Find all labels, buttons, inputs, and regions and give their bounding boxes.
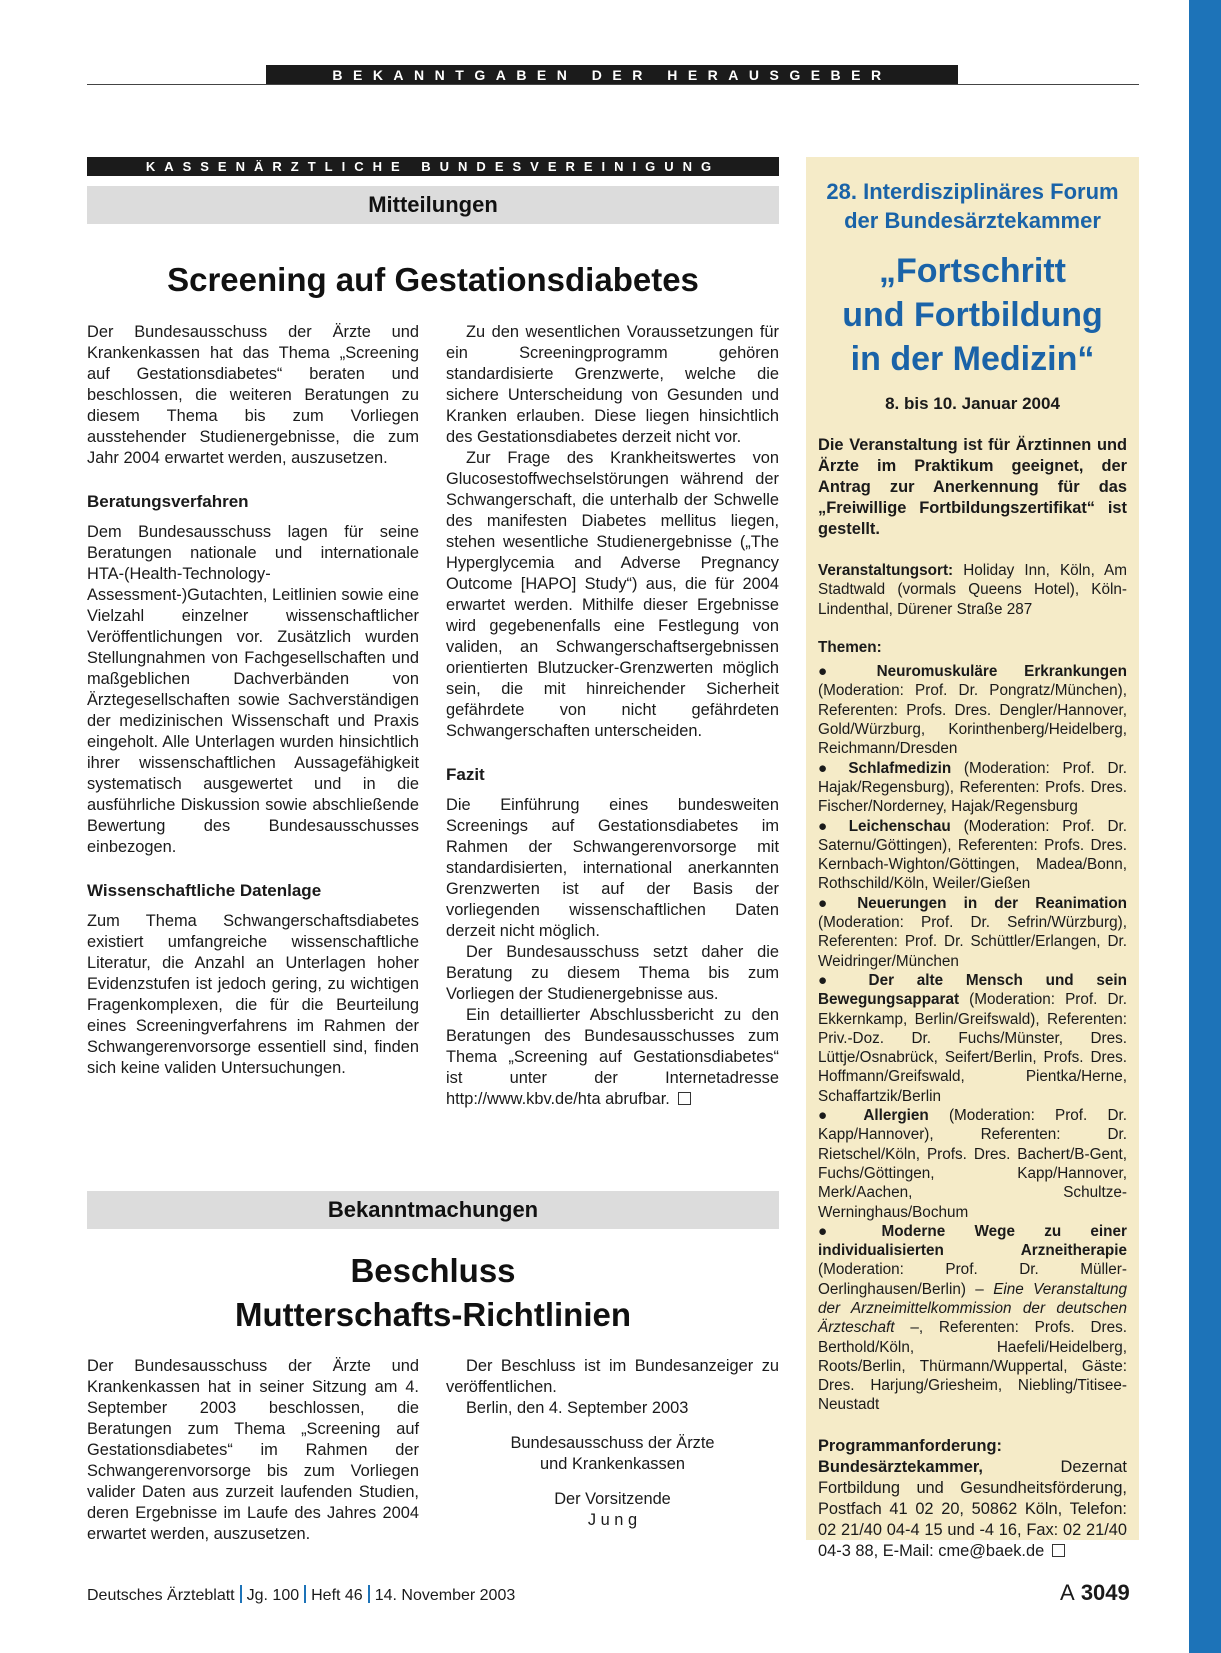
article1-datenlage-text: Zum Thema Schwangerschaftsdiabetes existiert umfangreiche wissenschaftliche Literatur, die Anzahl an Unterlagen hoher Evidenzstufen ist jedoch gering, zu wichtigen Fragenkomplexen, die für die Beurteilung eines Screeningverfahrens im Rahmen der Schwangerenvorsorge essentiell sind, finden sich keine validen Untersuchungen. bbox=[87, 912, 419, 1077]
topics-label: Themen: bbox=[818, 638, 882, 656]
bullet-icon: ● bbox=[818, 1222, 853, 1240]
venue-label: Veranstaltungsort: bbox=[818, 562, 954, 579]
article1-left-column bbox=[87, 322, 419, 1079]
article2-text: Der Bundesausschuss der Ärzte und Krankenkassen hat in seiner Sitzung am 4. September 2003 beschlossen, die Beratungen zum Thema „Screening auf Gestationsdiabetes“ im Rahmen der Schwangerenvorsorge bis zum Vorliegen valider Daten aus zurzeit laufenden Studien, deren Ergebnisse im Laufe des Jahres 2004 erwartet werden, auszusetzen. bbox=[87, 1357, 419, 1543]
forum-subtitle-2: der Bundesärztekammer bbox=[844, 208, 1101, 233]
article1-report-text: Ein detaillierter Abschlussbericht zu den Beratungen des Bundesausschusses zum Thema „Screening auf Gestationsdiabetes“ ist unter der Internetadresse http://www.kbv.de/hta abrufbar. bbox=[446, 1006, 779, 1108]
signature-committee-2: und Krankenkassen bbox=[540, 1455, 685, 1473]
topic-title: Leichenschau bbox=[848, 817, 951, 835]
article1-intro: Der Bundesausschuss der Ärzte und Krankenkassen hat das Thema „Screening auf Gestationsdiabetes“ beraten und beschlossen, die weiteren Beratungen zu diesem Thema bis zum Vorliegen ausstehender Studienergebnisse, die zum Jahr 2004 erwartet werden, auszusetzen. bbox=[87, 323, 419, 467]
article-title-beschluss bbox=[87, 1249, 779, 1337]
bullet-icon: ● bbox=[818, 1107, 844, 1125]
kbv-band: KASSENÄRZTLICHE BUNDESVEREINIGUNG bbox=[87, 157, 779, 176]
signature-committee-1: Bundesausschuss der Ärzte bbox=[510, 1434, 715, 1452]
forum-title-2: und Fortbildung bbox=[842, 296, 1103, 334]
footer-separator bbox=[368, 1585, 370, 1603]
bullet-icon: ● bbox=[818, 971, 846, 989]
program-label: Programmanforderung: Bundesärztekammer, bbox=[818, 1436, 1002, 1476]
category-mitteilungen: Mitteilungen bbox=[87, 186, 779, 224]
topic-title: Neuerungen in der Reanimation bbox=[857, 894, 1128, 912]
article2-left-column bbox=[87, 1356, 419, 1545]
topic-item bbox=[818, 662, 1127, 758]
journal-issue: Heft 46 bbox=[311, 1587, 363, 1604]
forum-title-1: „Fortschritt bbox=[879, 252, 1066, 290]
end-of-box-icon bbox=[1052, 1544, 1065, 1557]
article1-voraussetzungen: Zu den wesentlichen Voraussetzungen für ein Screeningprogramm gehören standardisierte Grenzwerte, welche die sichere Unterscheidung von Gesunden und Kranken erlauben. Diese liegen hinsichtlich des Gestationsdiabetes derzeit nicht vor. bbox=[446, 323, 779, 446]
journal-volume: Jg. 100 bbox=[246, 1587, 300, 1604]
title-line-2: Mutterschafts-Richtlinien bbox=[234, 1296, 632, 1333]
journal-name: Deutsches Ärzteblatt bbox=[87, 1587, 235, 1604]
forum-date: 8. bis 10. Januar 2004 bbox=[885, 394, 1060, 413]
topic-details: (Moderation: Prof. Dr. Sefrin/Würzburg), Referenten: Prof. Dr. Schüttler/Erlangen, Dr. Weidringer/München bbox=[818, 914, 1127, 970]
sidebar-content bbox=[818, 435, 1127, 1562]
signature-chair-title: Der Vorsitzende bbox=[554, 1490, 671, 1508]
category-bekanntmachungen: Bekanntmachungen bbox=[87, 1191, 779, 1229]
topic-details: (Moderation: Prof. Dr. Müller-Oerlinghausen/Berlin) – bbox=[818, 1261, 1127, 1298]
venue-text: Holiday Inn, Köln, Am Stadtwald (vormals Queens Hotel), Köln-Lindenthal, Dürener Straße 287 bbox=[818, 562, 1128, 618]
title-line-1: Beschluss bbox=[350, 1252, 516, 1289]
footer-separator bbox=[240, 1585, 242, 1603]
topic-title: Neuromuskuläre Erkrankungen bbox=[876, 663, 1127, 681]
topic-title: Der alte Mensch und sein Bewegungsapparat bbox=[818, 971, 1127, 1009]
bullet-icon: ● bbox=[818, 817, 836, 835]
program-text: Dezernat Fortbildung und Gesundheitsförderung, Postfach 41 02 20, 50862 Köln, Telefon: 02 21/40 04-4 15 und -4 16, Fax: 02 21/40 04-3 88, E-Mail: cme@baek.de bbox=[818, 1457, 1127, 1560]
page-prefix: A bbox=[1060, 1580, 1075, 1605]
article1-fazit: Die Einführung eines bundesweiten Screenings auf Gestationsdiabetes im Rahmen der Schwangerenvorsorge mit standardisierten, international anerkannten Grenzwerten ist auf der Basis der vorliegenden wissenschaftlichen Daten derzeit nicht möglich. bbox=[446, 796, 779, 940]
forum-intro: Die Veranstaltung ist für Ärztinnen und Ärzte im Praktikum geeignet, der Antrag zur Anerkennung für das „Freiwillige Fortbildungszertifikat“ ist gestellt. bbox=[818, 436, 1127, 538]
article1-right-column bbox=[446, 322, 779, 1110]
page-footer bbox=[87, 1585, 515, 1605]
topic-title: Schlafmedizin bbox=[848, 759, 952, 777]
topic-details-italic: Eine Veranstaltung der Arzneimittelkommission der deutschen Ärzteschaft bbox=[818, 1280, 1127, 1337]
topic-title: Allergien bbox=[863, 1107, 929, 1125]
bullet-icon: ● bbox=[818, 759, 836, 777]
heading-beratungsverfahren: Beratungsverfahren bbox=[87, 492, 249, 511]
topic-details: (Moderation: Prof. Dr. Saternu/Göttingen), Referenten: Profs. Dres. Kernbach-Wighton/Göttingen, Madea/Bonn, Rothschild/Köln, Weiler/Gießen bbox=[818, 817, 1128, 893]
event-sidebar-box bbox=[806, 157, 1139, 1560]
topic-item bbox=[818, 894, 1127, 971]
article1-beratung-text: Dem Bundesausschuss lagen für seine Beratungen nationale und internationale HTA-(Health-Technology-Assessment-)Gutachten, Leitlinien sowie eine Vielzahl einzelner wissenschaftlicher Veröffentlichungen vor. Zusätzlich wurden Stellungnahmen von Fachgesellschaften und maßgeblichen Dachverbänden von Ärztegesellschaften sowie Sachverständigen der medizinischen Wissenschaft und Praxis eingeholt. Alle Unterlagen wurden hinsichtlich ihrer wissenschaftlichen Aussagefähigkeit systematisch ausgewertet und in die ausführliche Diskussion sowie abschließende Bewertung des Bundesausschusses einbezogen. bbox=[87, 523, 419, 856]
article2-right-column bbox=[446, 1356, 779, 1531]
topic-title: Moderne Wege zu einer individualisierten Arzneitherapie bbox=[818, 1222, 1127, 1260]
topic-item bbox=[818, 817, 1127, 894]
topic-item bbox=[818, 1106, 1127, 1222]
publisher-header-band: BEKANNTGABEN DER HERAUSGEBER bbox=[266, 65, 958, 85]
topic-details: (Moderation: Prof. Dr. Ekkernkamp, Berlin/Greifswald), Referenten: Priv.-Doz. Dr. Fuchs/Münster, Dres. Lüttje/Osnabrück, Seifert/Berlin, Profs. Dres. Hoffmann/Greifswald, Pientka/Herne, Schaffartzik/Berlin bbox=[818, 991, 1128, 1105]
article1-krankheitswert: Zur Frage des Krankheitswertes von Glucosestoffwechselstörungen während der Schwangerschaft, die unterhalb der Schwelle des manifesten Diabetes mellitus liegen, stehen wesentliche Studienergebnisse („The Hyperglycemia and Adverse Pregnancy Outcome [HAPO] Study“) aus, die für 2004 erwartet werden. Mithilfe dieser Ergebnisse wird gegebenenfalls eine Festlegung von validen, an Schwangerschaftsergebnissen orientierten Blutzucker-Grenzwerten möglich sein, die mit hinreichender Sicherheit gefährdete von nicht gefährdeten Schwangerschaften unterscheiden. bbox=[446, 449, 779, 740]
journal-date: 14. November 2003 bbox=[374, 1587, 516, 1604]
heading-datenlage: Wissenschaftliche Datenlage bbox=[87, 881, 322, 900]
end-of-article-icon bbox=[678, 1092, 691, 1105]
topic-details: (Moderation: Prof. Dr. Pongratz/München), Referenten: Profs. Dres. Dengler/Hannover, Gold/Würzburg, Korinthenberg/Heidelberg, Reichmann/Dresden bbox=[818, 682, 1127, 758]
article-title-screening: Screening auf Gestationsdiabetes bbox=[167, 261, 699, 298]
topic-details: (Moderation: Prof. Dr. Kapp/Hannover), Referenten: Dr. Rietschel/Köln, Profs. Dres. Bachert/B-Gent, Fuchs/Göttingen, Kapp/Hannover, Merk/Aachen, Schultze-Werninghaus/Bochum bbox=[818, 1107, 1128, 1221]
article1-fazit-decision: Der Bundesausschuss setzt daher die Beratung zu diesem Thema bis zum Vorliegen der Studienergebnisse aus. bbox=[446, 943, 779, 1003]
article1-fazit-report bbox=[446, 1005, 779, 1110]
bullet-icon: ● bbox=[818, 663, 850, 681]
signature-chair-name: J u n g bbox=[587, 1511, 638, 1529]
forum-subtitle-1: 28. Interdisziplinäres Forum bbox=[826, 179, 1119, 204]
forum-title-3: in der Medizin“ bbox=[850, 340, 1095, 378]
topic-item bbox=[818, 1222, 1127, 1415]
page-number bbox=[1060, 1580, 1130, 1606]
topic-item bbox=[818, 971, 1127, 1106]
program-request bbox=[818, 1436, 1127, 1562]
topic-details: (Moderation: Prof. Dr. Hajak/Regensburg), Referenten: Profs. Dres. Fischer/Norderney, Hajak/Regensburg bbox=[818, 759, 1127, 816]
header-rule bbox=[87, 84, 1139, 85]
page-number-value: 3049 bbox=[1080, 1580, 1130, 1605]
heading-fazit: Fazit bbox=[446, 765, 485, 784]
bullet-icon: ● bbox=[818, 894, 841, 912]
article2-date: Berlin, den 4. September 2003 bbox=[466, 1399, 689, 1417]
article2-publish: Der Beschluss ist im Bundesanzeiger zu veröffentlichen. bbox=[446, 1357, 779, 1396]
footer-separator bbox=[304, 1585, 306, 1603]
topic-details-cont: –, Referenten: Profs. Dres. Berthold/Köln, Haefeli/Heidelberg, Roots/Berlin, Thürmann/Wuppertal, Gäste: Dres. Harjung/Griesheim, Niebling/Titisee-Neustadt bbox=[818, 1319, 1127, 1414]
edge-color-bar bbox=[1189, 0, 1221, 1653]
topic-item bbox=[818, 759, 1127, 817]
